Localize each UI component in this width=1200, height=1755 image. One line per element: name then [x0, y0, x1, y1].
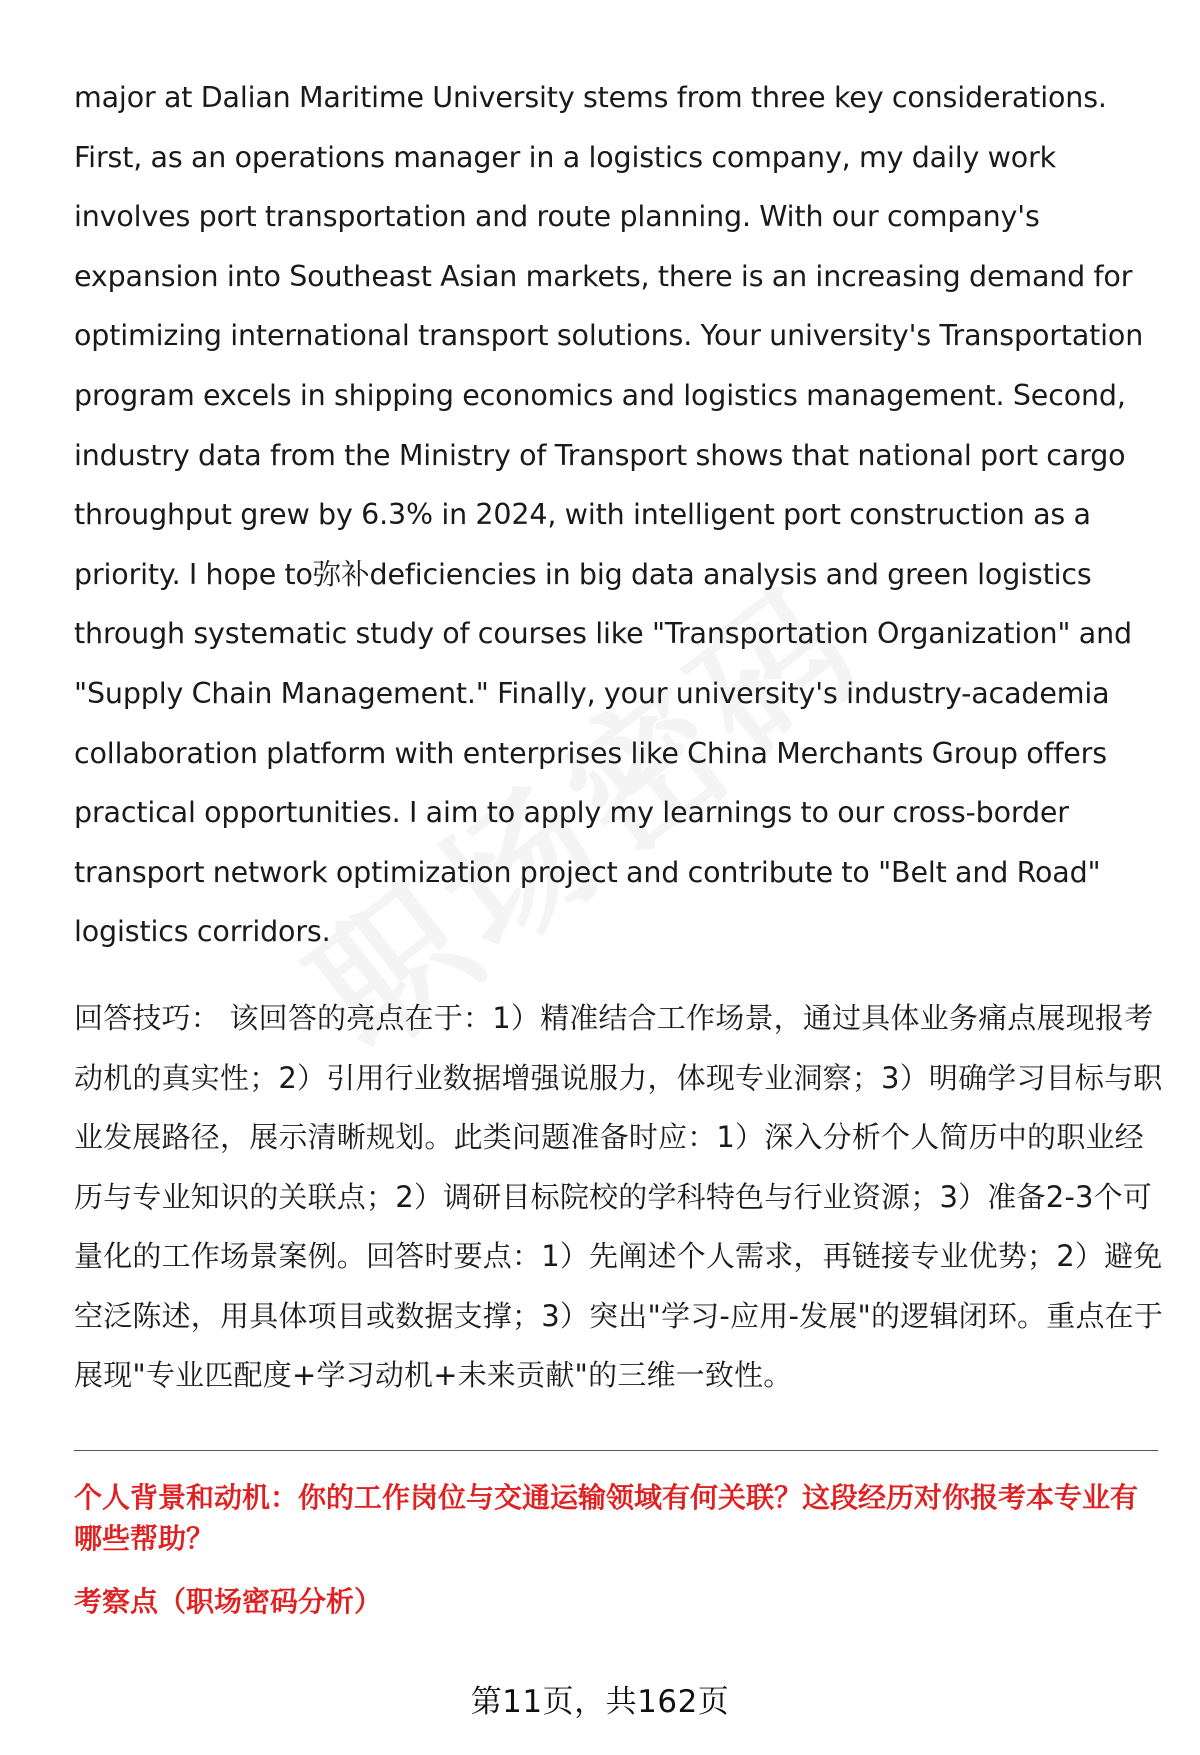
section-divider: [74, 1450, 1158, 1451]
question-heading: 个人背景和动机：你的工作岗位与交通运输领域有何关联？这段经历对你报考本专业有哪些帮助？: [74, 1481, 1139, 1556]
page-content: [74, 68, 1164, 1622]
assessment-points-heading: 考察点（职场密码分析）: [74, 1585, 383, 1619]
answer-paragraph: major at Dalian Maritime University stems from three key considerations. First, as an operations manager in a logistics company, my daily work involves port transportation and route planning. With our company's expansion into Southeast Asian markets, there is an increasing demand for optimizing international transport solutions. Your university's Transportation program excels in shipping economics and logistics management. Second, industry data from the Ministry of Transport shows that national port cargo throughput grew by 6.3% in 2024, with intelligent port construction as a priority. I hope to弥补deficiencies in big data analysis and green logistics through systematic study of courses like "Transportation Organization" and "Supply Chain Management." Finally, your university's industry-academia collaboration platform with enterprises like China Merchants Group offers practical opportunities. I aim to apply my learnings to our cross-border transport network optimization project and contribute to "Belt and Road" logistics corridors.: [74, 81, 1144, 949]
answer-tips-paragraph: 回答技巧： 该回答的亮点在于：1）精准结合工作场景，通过具体业务痛点展现报考动机的真实性；2）引用行业数据增强说服力，体现专业洞察；3）明确学习目标与职业发展路径，展示清晰规划。此类问题准备时应：1）深入分析个人简历中的职业经历与专业知识的关联点；2）调研目标院校的学科特色与行业资源；3）准备2-3个可量化的工作场景案例。回答时要点：1）先阐述个人需求，再链接专业优势；2）避免空泛陈述，用具体项目或数据支撑；3）突出"学习-应用-发展"的逻辑闭环。重点在于展现"专业匹配度+学习动机+未来贡献"的三维一致性。: [74, 1000, 1164, 1393]
page-number: 第11页，共162页: [470, 1684, 730, 1720]
